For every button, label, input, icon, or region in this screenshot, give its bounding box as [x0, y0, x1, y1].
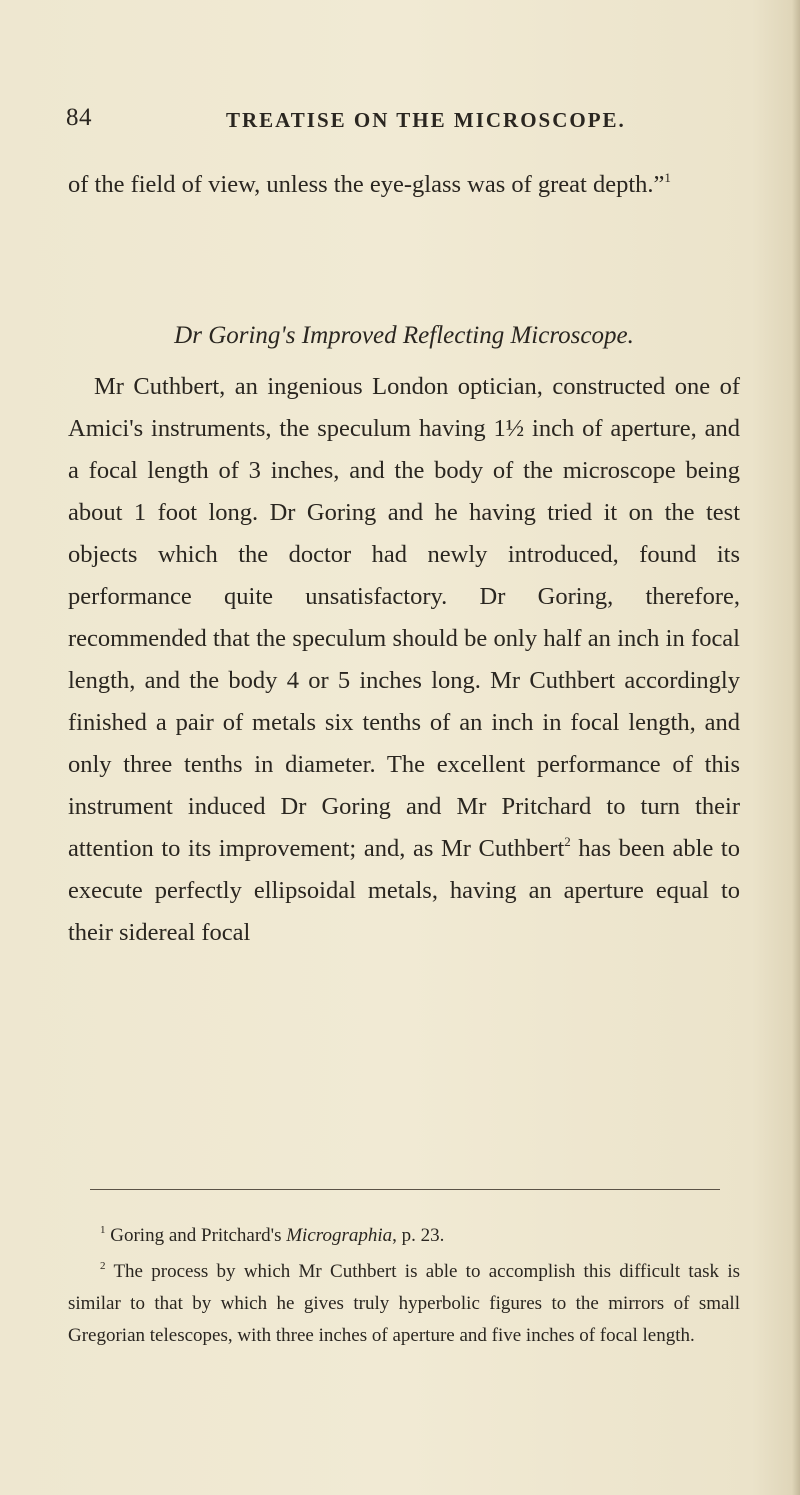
footnote-italic-title: Micrographia	[286, 1225, 393, 1246]
footnote-text-end: , p. 23.	[392, 1225, 445, 1246]
footnote-ref-1: 1	[664, 170, 671, 185]
running-head: TREATISE ON THE MICROSCOPE.	[226, 108, 626, 132]
footnote-text: Goring and Pritchard's	[110, 1225, 287, 1246]
footnote-text: The process by which Mr Cuthbert is able to accomplish this difficult task is similar to that by which he gives truly hyperbolic figures to the mirrors of small Gregorian telescopes, with three inches of aperture and five inches of focal length.	[68, 1261, 740, 1346]
footnote-divider	[90, 1189, 720, 1190]
paragraph-text: of the field of view, unless the eye-glass was of great depth.”	[68, 171, 665, 198]
body-paragraph	[68, 366, 740, 954]
paragraph-text-part2: inch of aperture, and a focal length of 3 inches, and the body of the microscope being about 1 foot long. Dr Goring and he having tried it on the test objects which the doctor had newly introduced, found its performance quite unsatisfactory. Dr Goring, therefore, recommended that the speculum should be only half an inch in focal length, and the body 4 or 5 inches long. Mr Cuthbert accordingly finished a pair of metals six tenths of an inch in focal length, and only three tenths in diameter. The excellent performance of this instrument induced Dr Goring and Mr Pritchard to turn their attention to its improvement; and, as Mr Cuthbert	[68, 415, 740, 862]
footnote-mark: 1	[100, 1224, 106, 1236]
page-header	[66, 104, 746, 144]
page-number: 84	[66, 104, 92, 131]
footnote-ref-2: 2	[564, 834, 571, 849]
footnote-2	[68, 1256, 740, 1352]
footnote-1	[68, 1220, 740, 1252]
paragraph-text-part1: Mr Cuthbert, an ingenious London optician, constructed one of Amici's instruments, the speculum having	[68, 373, 740, 442]
section-heading: Dr Goring's Improved Reflecting Microscope.	[174, 322, 634, 349]
footnotes	[68, 1220, 740, 1356]
fraction: 1½	[493, 415, 525, 442]
footnote-mark: 2	[100, 1260, 106, 1272]
page-edge-shadow	[792, 0, 800, 1495]
paragraph-continuation	[68, 164, 740, 206]
paragraph-text-part3: has been able to execute perfectly ellipsoidal metals, having an aperture equal to their sidereal focal	[68, 835, 740, 946]
